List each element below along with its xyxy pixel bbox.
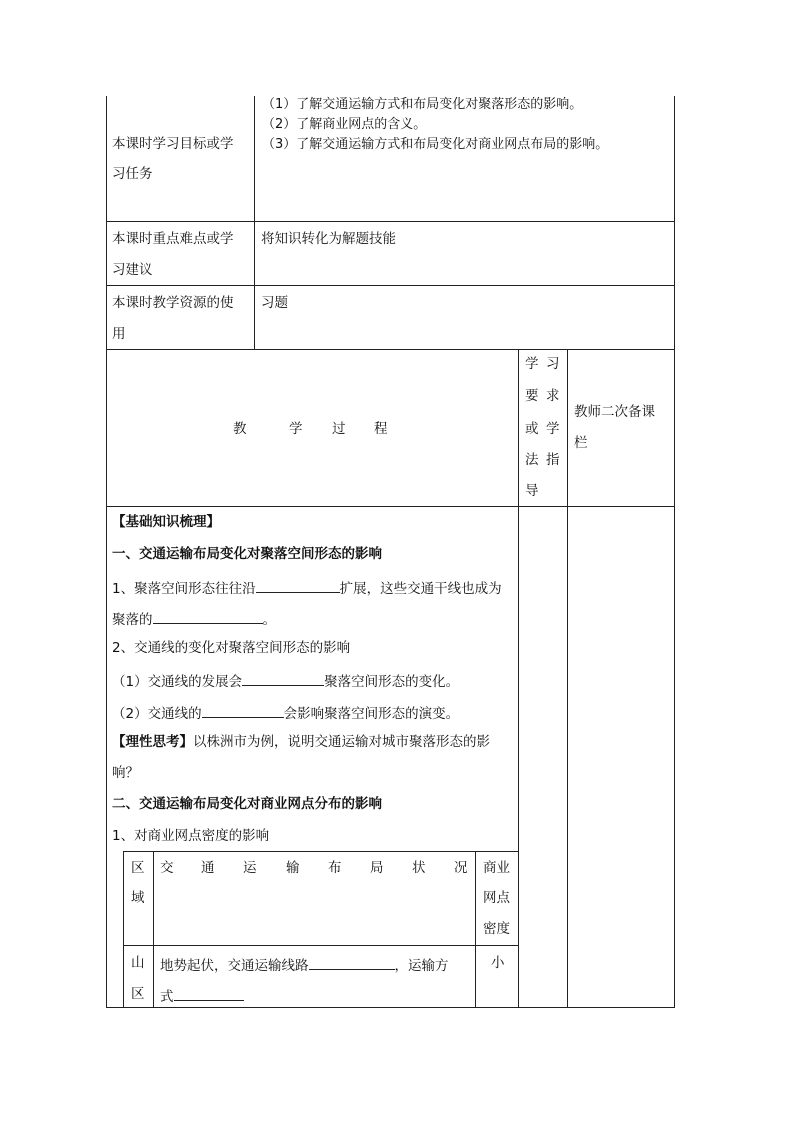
p4-text-a: （2）交通线的 xyxy=(112,706,202,722)
outer-right-border xyxy=(674,96,675,1008)
p1-blank[interactable] xyxy=(256,578,340,593)
keypoints-label-line2: 习建议 xyxy=(112,262,153,278)
inner-layout-header-char-6: 局 xyxy=(370,860,384,876)
inner-table-col1 xyxy=(153,851,154,1008)
method-header-char-4: 求 xyxy=(546,388,560,404)
inner-density-header-2: 网点 xyxy=(483,890,510,906)
method-column-left xyxy=(518,349,519,1008)
inner-density-header-1: 商业 xyxy=(483,860,510,876)
process-title-char-4: 程 xyxy=(374,421,388,437)
p1-text-b: 扩展，这些交通干线也成为 xyxy=(339,581,502,597)
inner-row1-layout-line1 xyxy=(160,955,449,974)
row-divider-process-header xyxy=(106,506,675,507)
row1-layout-text-a: 地势起伏，交通运输线路 xyxy=(160,958,309,974)
method-header-char-2: 习 xyxy=(546,356,560,372)
method-header-char-3: 要 xyxy=(525,388,539,404)
label-column-divider xyxy=(254,96,255,349)
inner-table-left xyxy=(123,851,124,1008)
row1-layout-blank-2[interactable] xyxy=(174,986,244,1001)
paragraph-3 xyxy=(112,671,459,690)
outer-bottom-border xyxy=(106,1007,675,1008)
inner-layout-header-char-2: 通 xyxy=(201,860,215,876)
p3-text-a: （1）交通线的发展会 xyxy=(112,674,243,690)
resources-label-line1: 本课时教学资源的使 xyxy=(112,295,234,311)
inner-layout-header-char-5: 布 xyxy=(328,860,342,876)
method-header-char-8: 指 xyxy=(546,452,560,468)
goals-label-line2: 习任务 xyxy=(112,166,153,182)
inner-density-header-3: 密度 xyxy=(483,921,510,937)
inner-layout-header-char-4: 输 xyxy=(286,860,300,876)
p1-blank-2[interactable] xyxy=(153,609,263,624)
method-header-char-1: 学 xyxy=(525,356,539,372)
think-label: 【理性思考】 xyxy=(112,734,193,750)
process-title-char-3: 过 xyxy=(332,421,346,437)
p1-text-a: 1、聚落空间形态往往沿 xyxy=(112,581,256,597)
row1-layout-text-b: ，运输方 xyxy=(394,958,449,974)
inner-row1-region-1: 山 xyxy=(131,955,145,971)
goal-item-3: （3）了解交通运输方式和布局变化对商业网点布局的影响。 xyxy=(262,137,609,152)
p4-text-b: 会影响聚落空间形态的演变。 xyxy=(283,706,460,722)
goals-label-line1: 本课时学习目标或学 xyxy=(112,136,234,152)
p3-blank[interactable] xyxy=(242,671,324,686)
keypoints-value: 将知识转化为解题技能 xyxy=(261,231,396,247)
method-column-right xyxy=(567,349,568,1008)
row-divider-keypoints xyxy=(106,285,675,286)
inner-layout-header-char-7: 状 xyxy=(412,860,426,876)
inner-row1-layout-line2 xyxy=(160,986,244,1005)
resources-value: 习题 xyxy=(261,295,288,311)
row1-layout-blank[interactable] xyxy=(309,955,395,970)
goal-item-1: （1）了解交通运输方式和布局变化对聚落形态的影响。 xyxy=(262,97,583,112)
think-text: 以株洲市为例，说明交通运输对城市聚落形态的影 xyxy=(193,734,490,750)
method-header-char-7: 法 xyxy=(525,452,539,468)
method-header-char-6: 学 xyxy=(546,421,560,437)
paragraph-2: 2、交通线的变化对聚落空间形态的影响 xyxy=(112,640,351,656)
row-divider-goals xyxy=(106,221,675,222)
inner-table-top xyxy=(123,851,519,852)
row-divider-resources xyxy=(106,349,675,350)
inner-row1-region-2: 区 xyxy=(131,986,145,1002)
inner-row1-density: 小 xyxy=(491,955,505,971)
p4-blank[interactable] xyxy=(202,703,284,718)
teacher-header-line2: 栏 xyxy=(574,435,588,451)
section1-heading: 一、交通运输布局变化对聚落空间形态的影响 xyxy=(112,546,382,562)
paragraph-1-cont xyxy=(112,609,276,628)
process-title-char-2: 学 xyxy=(289,421,303,437)
keypoints-label-line1: 本课时重点难点或学 xyxy=(112,231,234,247)
teacher-header-line1: 教师二次备课 xyxy=(574,404,655,420)
inner-region-header-1: 区 xyxy=(131,860,145,876)
inner-region-header-2: 域 xyxy=(131,890,145,906)
method-header-char-5: 或 xyxy=(525,421,539,437)
method-header-char-9: 导 xyxy=(525,483,539,499)
paragraph-4 xyxy=(112,703,459,722)
inner-layout-header-char-3: 运 xyxy=(243,860,257,876)
process-title-char-1: 教 xyxy=(233,421,247,437)
think-line xyxy=(112,734,490,750)
inner-layout-header-char-1: 交 xyxy=(160,860,174,876)
paragraph-5: 1、对商业网点密度的影响 xyxy=(112,828,270,844)
p1-text-d: 。 xyxy=(262,612,276,628)
resources-label-line2: 用 xyxy=(112,326,126,342)
think-line-2: 响？ xyxy=(112,765,139,781)
outer-left-border xyxy=(106,96,107,1008)
p1-text-c: 聚落的 xyxy=(112,612,153,628)
content-heading: 【基础知识梳理】 xyxy=(112,514,220,530)
p3-text-b: 聚落空间形态的变化。 xyxy=(324,674,460,690)
section2-heading: 二、交通运输布局变化对商业网点分布的影响 xyxy=(112,796,382,812)
row1-layout-text-c: 式 xyxy=(160,989,174,1005)
inner-layout-header-char-8: 况 xyxy=(454,860,468,876)
goal-item-2: （2）了解商业网点的含义。 xyxy=(262,117,427,132)
inner-table-row-divider xyxy=(123,945,519,946)
paragraph-1 xyxy=(112,578,502,597)
inner-table-col2 xyxy=(475,851,476,1008)
